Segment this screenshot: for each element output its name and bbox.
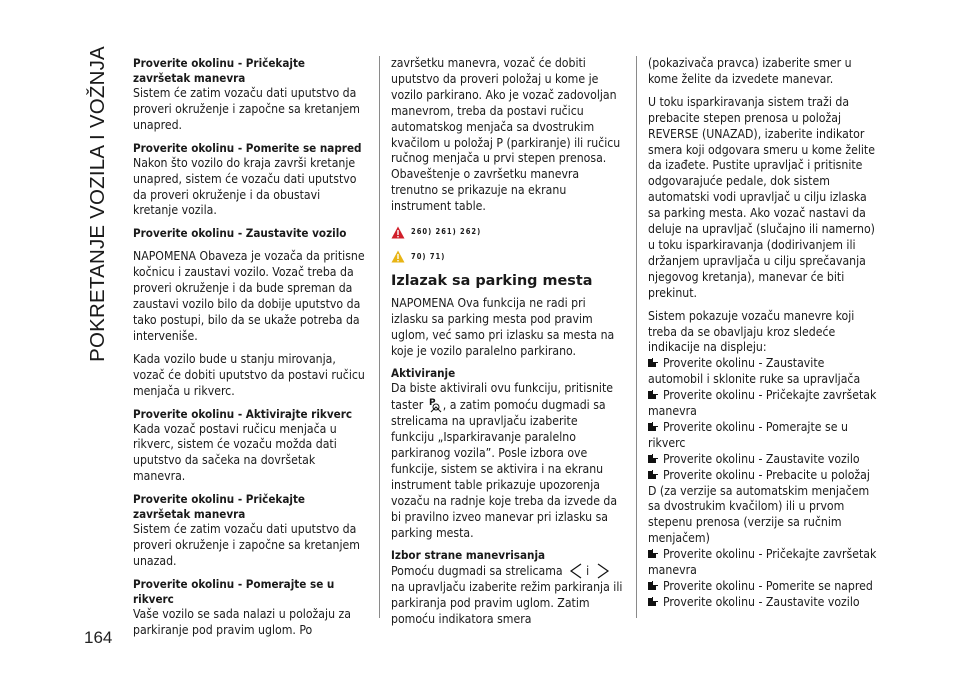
section-title: Izlazak sa parking mesta [391, 272, 593, 289]
checkbox-bullet-icon [648, 422, 658, 431]
chapter-side-title [84, 42, 112, 372]
list-item: Proverite okolinu - Pomerite se napred [648, 579, 880, 595]
paragraph: Da biste aktivirali ovu funkciju, pritisnite taster P , a zatim pomoću dugmadi sa strelicama na upravljaču izaberite funkciju „Isparkiravanje paralelno parkiranog vozila”. Posle izbora ove funkcije, sistem se aktivira i na ekranu instrument table prikazuje upozorenja vozaču na radnje koje treba da izvede da bi pravilno izveo manevar pri izlasku sa parking mesta. [391, 381, 618, 540]
chapter-title-text: POKRETANJE VOZILA I VOŽNJA [86, 46, 109, 362]
list-item: Proverite okolinu - Zaustavite vozilo [648, 452, 880, 468]
list-item: Proverite okolinu - Pomerajte se u rikverc [648, 419, 848, 450]
note-paragraph: NAPOMENA Ova funkcija ne radi pri izlasku sa parking mesta pod pravim uglom, već samo pri izlasku sa mesta na koje je vozilo paralelno parkirano. [391, 295, 615, 358]
caution-reference [391, 249, 623, 265]
page-number: 164 [84, 628, 113, 647]
checkbox-bullet-icon [648, 549, 658, 558]
svg-text:P: P [428, 398, 436, 409]
checkbox-bullet-icon [648, 581, 658, 590]
subheading: Proverite okolinu - Pomerajte se u rikverc [133, 576, 335, 606]
paragraph: (pokazivača pravca) izaberite smer u kome želite da izvedete manevar. [648, 56, 852, 86]
column-2 [391, 56, 623, 635]
column-3 [648, 56, 880, 611]
list-item: Proverite okolinu - Prebacite u položaj D (za verzije sa automatskim menjačem sa dvostrukim kvačilom) ili u prvom stepenu prenosa (verzije sa ručnim menjačem) [648, 467, 870, 546]
indication-list [648, 356, 880, 611]
subheading: Proverite okolinu - Pričekajte završetak manevra [133, 492, 306, 522]
checkbox-bullet-icon [648, 597, 658, 606]
subheading: Proverite okolinu - Zaustavite vozilo [133, 226, 347, 241]
paragraph: Vaše vozilo se sada nalazi u položaju za parkiranje pod pravim uglom. Po [133, 606, 351, 637]
column-1 [133, 56, 365, 646]
list-item: Proverite okolinu - Pričekajte završetak manevra [648, 388, 877, 419]
paragraph: Kada vozilo bude u stanju mirovanja, vozač će dobiti uputstvo da postavi ručicu menjača u rikverc. [133, 351, 365, 398]
checkbox-bullet-icon [648, 390, 658, 399]
checkbox-bullet-icon [648, 454, 658, 463]
subheading: Aktiviranje [391, 366, 456, 381]
list-item: Proverite okolinu - Zaustavite automobil i sklonite ruke sa upravljača [648, 356, 861, 387]
parking-sensor-button-icon [428, 397, 442, 413]
subheading: Izbor strane manevrisanja [391, 548, 546, 563]
caution-triangle-icon [391, 250, 405, 263]
column-divider [636, 56, 637, 618]
warning-reference [391, 224, 623, 240]
paragraph: U toku isparkiravanja sistem traži da prebacite stepen prenosa u položaj REVERSE (UNAZAD), izaberite indikator smera koji odgovara smeru u kome želite da izađete. Pustite upravljač i pritisnite odgovarajuće pedale, dok sistem automatski vodi upravljač u cilju izlaska sa parking mesta. Ako vozač nastavi da deluje na upravljač (slučajno ili namerno) u toku isparkiravanja (dodirivanjem ili držanjem upravljača u cilju sprečavanja njegovog kretanja), manevar će biti prekinut. [648, 94, 875, 300]
checkbox-bullet-icon [648, 358, 658, 367]
list-item: Proverite okolinu - Pričekajte završetak manevra [648, 547, 877, 578]
paragraph: Pomoću dugmadi sa strelicama i na upravljaču izaberite režim parkiranja ili parkiranja pod pravim uglom. Zatim pomoću indikatora smera [391, 564, 623, 627]
warning-refs: 260) 261) 262) [411, 227, 482, 237]
subheading: Proverite okolinu - Pomerite se napred [133, 140, 362, 155]
paragraph: Sistem pokazuje vozaču manevre koji treba da se obavljaju kroz sledeće indikacije na displeju: [648, 308, 855, 355]
left-arrow-icon [569, 563, 583, 579]
paragraph: Nakon što vozilo do kraja završi kretanje unapred, sistem će vozaču dati uputstvo da proveri okruženje i da obustavi kretanje vozila. [133, 155, 357, 218]
note-paragraph: NAPOMENA Obaveza je vozača da pritisne kočnicu i zaustavi vozilo. Vozač treba da proveri okruženje i da bude spreman da zaustavi vozilo bilo da dobije uputstvo da tako postupi, bilo da se ukaže potreba da interveniše. [133, 249, 365, 343]
list-item: Proverite okolinu - Zaustavite vozilo [648, 595, 880, 611]
paragraph: Sistem će zatim vozaču dati uputstvo da proveri okruženje i započne sa kretanjem unazad. [133, 522, 360, 568]
right-arrow-icon [596, 563, 610, 579]
paragraph: Sistem će zatim vozaču dati uputstvo da proveri okruženje i započne sa kretanjem unapred. [133, 86, 360, 132]
paragraph: Kada vozač postavi ručicu menjača u rikverc, sistem će vozaču možda dati uputstvo da sačeka na dovršetak manevra. [133, 421, 337, 484]
subheading: Proverite okolinu - Aktivirajte rikverc [133, 406, 353, 421]
checkbox-bullet-icon [648, 470, 658, 479]
paragraph: završetku manevra, vozač će dobiti uputstvo da proveri položaj u kome je vozilo parkirano. Ako je vozač zadovoljan manevrom, treba da postavi ručicu automatskog menjača sa dvostrukim kvačilom u položaj P (parkiranje) ili ručicu ručnog menjača u prvi stepen prenosa. Obaveštenje o završetku manevra trenutno se prikazuje na ekranu instrument table. [391, 56, 621, 214]
column-divider [379, 56, 380, 618]
warning-triangle-icon [391, 226, 405, 239]
caution-refs: 70) 71) [411, 251, 446, 261]
subheading: Proverite okolinu - Pričekajte završetak manevra [133, 56, 306, 85]
